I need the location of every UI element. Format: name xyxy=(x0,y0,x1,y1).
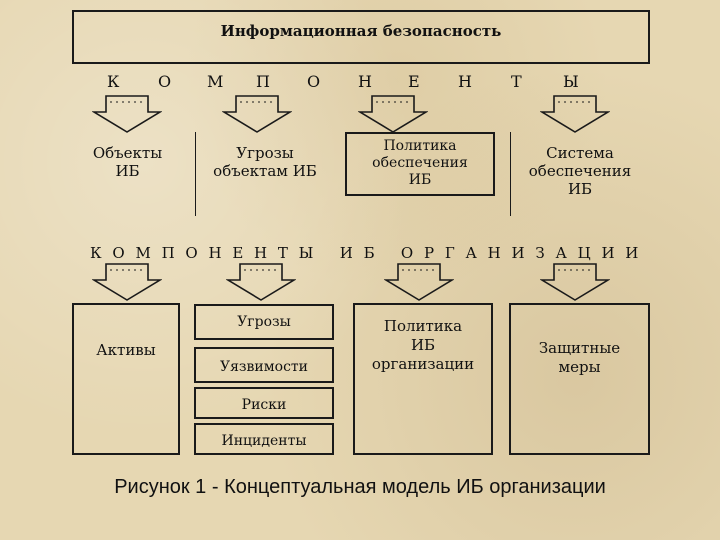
column-label: Угрозы объектам ИБ xyxy=(213,144,317,180)
column-label: Система обеспечения ИБ xyxy=(528,144,632,198)
diagram-title: Информационная безопасность xyxy=(220,22,502,40)
column-label: Политика обеспечения ИБ xyxy=(372,138,468,188)
down-arrow-icon xyxy=(540,94,610,134)
heading-letter: Т xyxy=(511,72,522,91)
down-arrow-icon xyxy=(540,262,610,302)
divider xyxy=(510,132,511,216)
column-objects xyxy=(70,144,185,180)
down-arrow-icon xyxy=(222,94,292,134)
org-heading: К О М П О Н Е Н Т Ы И Б О Р Г А Н И З А Ц И И xyxy=(90,244,642,262)
title-box xyxy=(72,10,650,64)
column-threats xyxy=(200,144,330,180)
heading-letter: М xyxy=(207,72,224,91)
column-label: Объекты ИБ xyxy=(92,144,163,180)
measures-label: Защитные меры xyxy=(538,339,621,376)
heading-letter: О xyxy=(307,72,321,91)
down-arrow-icon xyxy=(226,262,296,302)
measures-box xyxy=(509,303,650,455)
heading-letter: К xyxy=(107,72,120,91)
heading-letter: Н xyxy=(458,72,472,91)
heading-letter: Ы xyxy=(563,72,579,91)
incidents-box: Инциденты xyxy=(194,423,334,455)
assets-label: Активы xyxy=(96,341,156,359)
threats-box: Угрозы xyxy=(194,304,334,340)
org-policy-box xyxy=(353,303,493,455)
heading-letter: П xyxy=(256,72,270,91)
heading-letter: О xyxy=(158,72,172,91)
figure-caption: Рисунок 1 - Концептуальная модель ИБ организации xyxy=(114,476,606,498)
down-arrow-icon xyxy=(92,94,162,134)
heading-letter: Н xyxy=(358,72,372,91)
down-arrow-icon xyxy=(92,262,162,302)
down-arrow-icon xyxy=(384,262,454,302)
down-arrow-icon xyxy=(358,94,428,134)
policy-box xyxy=(345,132,495,196)
divider xyxy=(195,132,196,216)
heading-letter: Е xyxy=(408,72,420,91)
column-system xyxy=(515,144,645,198)
org-policy-label: Политика ИБ организации xyxy=(371,317,475,373)
vulnerabilities-box: Уязвимости xyxy=(194,347,334,383)
assets-box xyxy=(72,303,180,455)
risks-box: Риски xyxy=(194,387,334,419)
